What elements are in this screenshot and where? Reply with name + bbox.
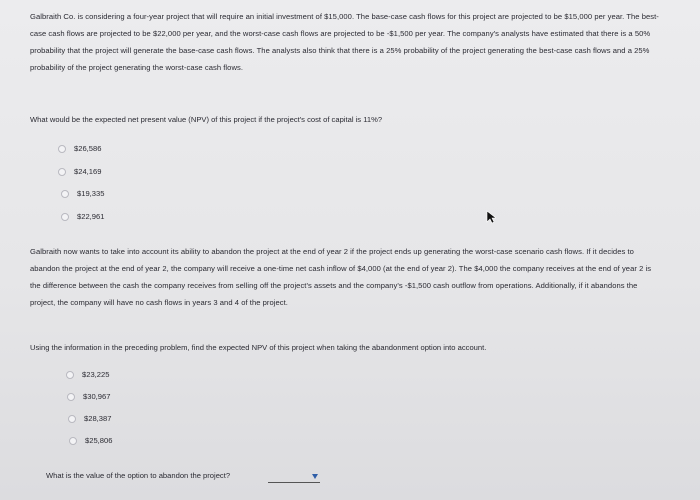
- chevron-down-icon[interactable]: [312, 474, 318, 479]
- problem3-question: What is the value of the option to abandon the project?: [46, 471, 231, 480]
- option-label: $22,961: [77, 212, 105, 221]
- problem1-option-3[interactable]: [61, 189, 104, 198]
- option-label: $28,387: [84, 414, 112, 423]
- problem2-option-3[interactable]: [68, 414, 111, 423]
- mouse-cursor-icon: [486, 210, 496, 224]
- problem2-option-4[interactable]: [69, 436, 112, 445]
- radio-icon[interactable]: [58, 145, 66, 153]
- radio-icon[interactable]: [67, 393, 75, 401]
- radio-icon[interactable]: [69, 437, 77, 445]
- problem2-option-2[interactable]: [67, 392, 110, 401]
- radio-icon[interactable]: [66, 371, 74, 379]
- option-label: $25,806: [85, 436, 113, 445]
- problem2-option-1[interactable]: [66, 370, 109, 379]
- abandon-option-value-dropdown[interactable]: [268, 470, 320, 483]
- option-label: $24,169: [74, 167, 102, 176]
- radio-icon[interactable]: [61, 190, 69, 198]
- radio-icon[interactable]: [61, 213, 69, 221]
- problem2-intro: Galbraith now wants to take into account its ability to abandon the project at the end of year 2 if the project ends up generating the worst-case scenario cash flows. If it decides to abandon the project at the end of year 2, the company will receive a one-time net cash inflow of $4,000 (at the end of year 2). The $4,000 the company receives at the end of year 2 is the difference between the cash the company receives from selling off the project's assets and the company's -$1,500 cash outflow from operations. Additionally, if it abandons the project, the company will have no cash flows in years 3 and 4 of the project.: [30, 247, 652, 307]
- radio-icon[interactable]: [58, 168, 66, 176]
- problem1-option-1[interactable]: [58, 144, 101, 153]
- option-label: $19,335: [77, 189, 105, 198]
- option-label: $26,586: [74, 144, 102, 153]
- problem1-intro: Galbraith Co. is considering a four-year project that will require an initial investment of $15,000. The base-case cash flows for this project are projected to be $15,000 per year. The best-case cash flows are projected to be $22,000 per year, and the worst-case cash flows are projected to be -$1,500 per year. The company's analysts have estimated that there is a 50% probability that the project will generate the base-case cash flows. The analysts also think that there is a 25% probability of the project generating the best-case cash flows and a 25% probability of the project generating the worst-case cash flows.: [30, 12, 659, 72]
- problem1-option-2[interactable]: [58, 167, 101, 176]
- problem2-question: Using the information in the preceding problem, find the expected NPV of this project when taking the abandonment option into account.: [30, 343, 487, 352]
- option-label: $30,967: [83, 392, 111, 401]
- radio-icon[interactable]: [68, 415, 76, 423]
- problem1-question: What would be the expected net present value (NPV) of this project if the project's cost of capital is 11%?: [30, 115, 383, 124]
- option-label: $23,225: [82, 370, 110, 379]
- problem1-option-4[interactable]: [61, 212, 104, 221]
